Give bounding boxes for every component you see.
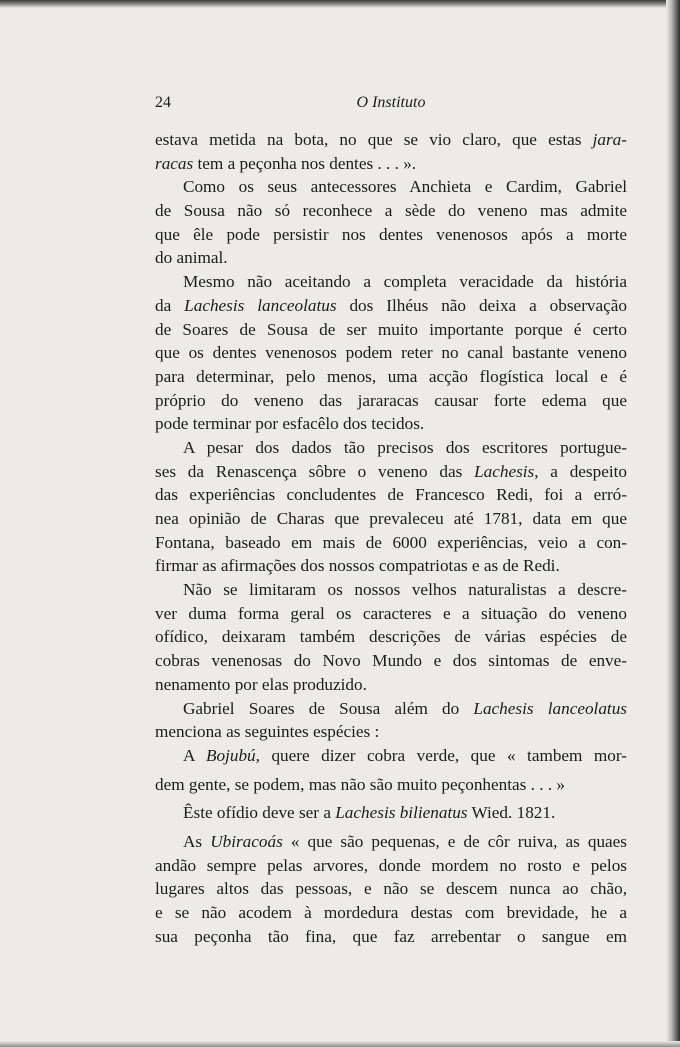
text-line (155, 436, 627, 460)
text-segment: « que são pequenas, e de côr ruiva, as quaes (282, 831, 627, 851)
text-segment: andão sempre pelas arvores, donde mordem no rosto e pelos (155, 855, 627, 875)
text-segment: tem a peçonha nos dentes . . . ». (193, 153, 417, 173)
text-line (155, 602, 627, 626)
text-line (155, 246, 627, 270)
text-line (155, 925, 627, 949)
text-segment: Wied. 1821. (467, 803, 556, 823)
italic-term: Lachesis lanceolatus (473, 698, 627, 718)
text-segment: Fontana, baseado em mais de 6000 experiências, veio a con- (155, 532, 627, 552)
text-segment: nea opinião de Charas que prevaleceu até 1781, data em que (155, 509, 627, 528)
text-segment: nenamento por elas produzido. (155, 674, 367, 694)
text-line (155, 531, 627, 555)
text-line (155, 412, 627, 436)
scan-top-edge (0, 0, 680, 8)
text-line (155, 877, 627, 901)
text-line (155, 365, 627, 389)
text-segment: ver duma forma geral os caracteres e a situação do veneno (155, 603, 627, 623)
text-line (155, 483, 627, 507)
text-segment: que os dentes venenosos podem reter no canal bastante veneno (155, 343, 627, 363)
text-segment: firmar as afirmações dos nossos compatriotas e as de Redi. (155, 556, 560, 576)
text-segment: As (183, 831, 211, 851)
text-segment: ofídico, deixaram também descrições de várias espécies de (155, 627, 627, 647)
text-line (155, 318, 627, 342)
italic-term: Bojubú (205, 745, 256, 765)
text-line (155, 389, 627, 413)
text-segment: de Sousa não só reconhece a sède do veneno mas admite (155, 201, 627, 221)
text-line (155, 649, 627, 673)
text-segment: A (183, 745, 206, 765)
text-segment: cobras venenosas do Novo Mundo e dos sintomas de enve- (155, 651, 627, 671)
text-segment: Êste ofídio deve ser a (183, 803, 336, 823)
italic-term: Lachesis bilienatus (335, 803, 468, 823)
text-segment: de Soares de Sousa de ser muito importante porque é certo (155, 319, 627, 339)
text-line (155, 625, 627, 649)
text-line (155, 697, 627, 721)
text-line (155, 801, 627, 825)
text-segment: da (155, 295, 185, 315)
text-segment: e se não acodem à mordedura destas com brevidade, he a (155, 903, 627, 922)
text-segment: dos Ilhéus não deixa a observação (336, 295, 627, 315)
text-segment: , quere dizer cobra verde, que « tambem mor- (255, 745, 627, 765)
text-line (155, 175, 627, 199)
text-segment: pode terminar por esfacêlo dos tecidos. (155, 414, 425, 434)
text-segment: menciona as seguintes espécies : (155, 722, 380, 742)
page-number: 24 (155, 94, 171, 111)
text-line (155, 128, 627, 152)
text-segment: sua peçonha tão fina, que faz arrebentar o sangue em (155, 926, 627, 946)
text-line (155, 152, 627, 176)
text-segment: Como os seus antecessores Anchieta e Cardim, Gabriel (183, 177, 627, 197)
text-line (155, 744, 627, 768)
italic-term: jara- (592, 130, 627, 149)
text-line (155, 507, 627, 531)
text-segment: Gabriel Soares de Sousa além do (183, 698, 474, 718)
text-segment: lugares altos das pessoas, e não se descem nunca ao chão, (155, 879, 627, 899)
text-line (155, 460, 627, 484)
text-segment: das experiências concludentes de Francesco Redi, foi a erró- (155, 485, 627, 505)
text-line (155, 854, 627, 878)
text-line (155, 578, 627, 602)
text-line (155, 223, 627, 247)
text-segment: estava metida na bota, no que se vio claro, que estas (155, 130, 593, 149)
italic-term: Lachesis lanceolatus (184, 295, 337, 315)
running-title: O Instituto (356, 94, 426, 111)
text-segment: , a despeito (534, 461, 627, 481)
text-line (155, 901, 627, 925)
text-segment: A pesar dos dados tão precisos dos escritores portugue- (183, 437, 627, 457)
page-header (155, 94, 627, 118)
text-line (155, 554, 627, 578)
text-line (155, 830, 627, 854)
text-segment: Mesmo não aceitando a completa veracidade da história (183, 272, 627, 292)
scan-bottom-edge (0, 1041, 680, 1047)
italic-term: Ubiracoás (210, 831, 283, 851)
text-segment: dem gente, se podem, mas não são muito peçonhentas . . . » (155, 774, 566, 794)
italic-term: racas (155, 153, 194, 173)
text-segment: Não se limitaram os nossos velhos naturalistas a descre- (183, 580, 627, 600)
text-segment: do animal. (155, 248, 228, 268)
text-segment: próprio do veneno das jararacas causar forte edema que (155, 390, 627, 410)
text-line (155, 294, 627, 318)
italic-term: Lachesis (474, 461, 535, 481)
text-segment: ses da Renascença sôbre o veneno das (155, 461, 475, 481)
text-line (155, 673, 627, 697)
text-segment: para determinar, pelo menos, uma acção flogística local e é (155, 366, 627, 386)
text-line (155, 341, 627, 365)
scan-right-edge (666, 0, 680, 1047)
body-text (155, 128, 627, 948)
text-line (155, 773, 627, 797)
text-line (155, 270, 627, 294)
text-segment: que êle pode persistir nos dentes venenosos após a morte (155, 224, 627, 244)
text-line (155, 720, 627, 744)
text-line (155, 199, 627, 223)
